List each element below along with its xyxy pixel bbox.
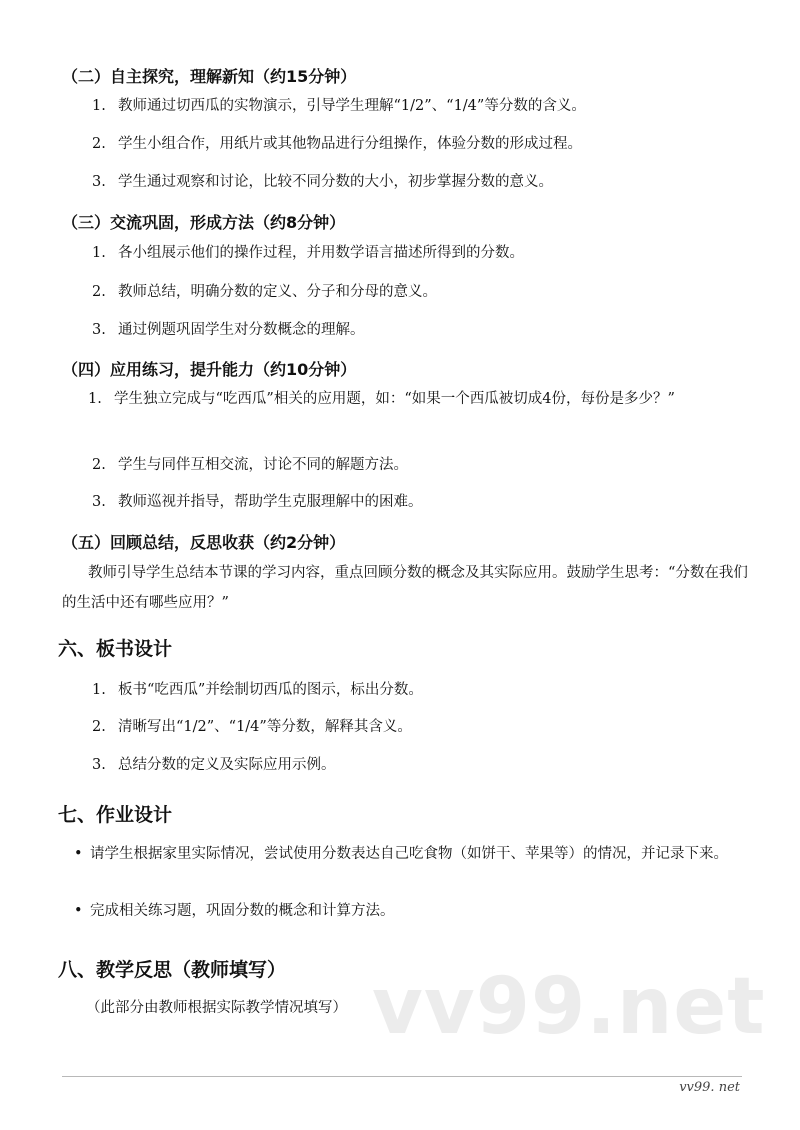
bullet-icon: •: [74, 846, 83, 862]
section-heading-4: （四）应用练习，提升能力（约10分钟）: [62, 360, 357, 379]
list-text: 学生与同伴互相交流，讨论不同的解题方法。: [118, 457, 408, 473]
list-item: [92, 452, 742, 478]
list-text: 学生独立完成与“吃西瓜”相关的应用题，如：“如果一个西瓜被切成4份，每份是多少？”: [114, 391, 675, 407]
list-text: 学生通过观察和讨论，比较不同分数的大小，初步掌握分数的意义。: [118, 174, 553, 190]
list-item: [92, 131, 742, 157]
list-number: 3.: [92, 757, 106, 773]
list-number: 1.: [92, 682, 106, 698]
list-number: 1.: [92, 98, 106, 114]
bullet-text: 请学生根据家里实际情况，尝试使用分数表达自己吃食物（如饼干、苹果等）的情况，并记录下来。: [90, 846, 728, 862]
list-item: [92, 240, 742, 266]
list-text: 清晰写出“1/2”、“1/4”等分数，解释其含义。: [118, 719, 412, 735]
section-heading-5: （五）回顾总结，反思收获（约2分钟）: [62, 533, 346, 552]
bullet-item: [74, 897, 750, 925]
list-item: [92, 752, 742, 778]
list-number: 2.: [92, 284, 106, 300]
list-text: 教师通过切西瓜的实物演示，引导学生理解“1/2”、“1/4”等分数的含义。: [118, 98, 586, 114]
list-number: 3.: [92, 322, 106, 338]
homework-heading: 七、作业设计: [58, 804, 173, 826]
list-text: 教师总结，明确分数的定义、分子和分母的意义。: [118, 284, 437, 300]
list-item: [92, 279, 742, 305]
summary-paragraph: 教师引导学生总结本节课的学习内容，重点回顾分数的概念及其实际应用。鼓励学生思考：“分数在我们的生活中还有哪些应用？”: [62, 565, 748, 611]
bullet-text: 完成相关练习题，巩固分数的概念和计算方法。: [90, 903, 395, 919]
footer-site-label: vv99. net: [679, 1080, 740, 1095]
list-item: [92, 169, 742, 195]
list-item: [92, 489, 742, 515]
list-number: 2.: [92, 136, 106, 152]
list-number: 3.: [92, 494, 106, 510]
footer-divider: [62, 1076, 742, 1077]
board-design-heading: 六、板书设计: [58, 638, 173, 660]
list-item: [92, 317, 742, 343]
list-item: [92, 714, 742, 740]
list-number: 1.: [92, 245, 106, 261]
reflection-note: （此部分由教师根据实际教学情况填写）: [86, 1000, 347, 1016]
list-text: 教师巡视并指导，帮助学生克服理解中的困难。: [118, 494, 423, 510]
list-item: [92, 93, 742, 119]
list-item: [88, 386, 748, 412]
reflection-heading: 八、教学反思（教师填写）: [58, 959, 287, 981]
list-text: 通过例题巩固学生对分数概念的理解。: [118, 322, 365, 338]
list-text: 各小组展示他们的操作过程，并用数学语言描述所得到的分数。: [118, 245, 524, 261]
watermark-text: vv99.net: [372, 962, 766, 1052]
list-number: 3.: [92, 174, 106, 190]
list-item: [92, 677, 742, 703]
section-heading-2: （二）自主探究，理解新知（约15分钟）: [62, 67, 357, 86]
list-text: 总结分数的定义及实际应用示例。: [118, 757, 336, 773]
bullet-icon: •: [74, 903, 83, 919]
list-text: 学生小组合作，用纸片或其他物品进行分组操作，体验分数的形成过程。: [118, 136, 582, 152]
list-text: 板书“吃西瓜”并绘制切西瓜的图示，标出分数。: [118, 682, 423, 698]
bullet-item: [74, 840, 750, 868]
list-number: 2.: [92, 719, 106, 735]
list-number: 1.: [88, 391, 102, 407]
section-heading-3: （三）交流巩固，形成方法（约8分钟）: [62, 213, 346, 232]
list-number: 2.: [92, 457, 106, 473]
